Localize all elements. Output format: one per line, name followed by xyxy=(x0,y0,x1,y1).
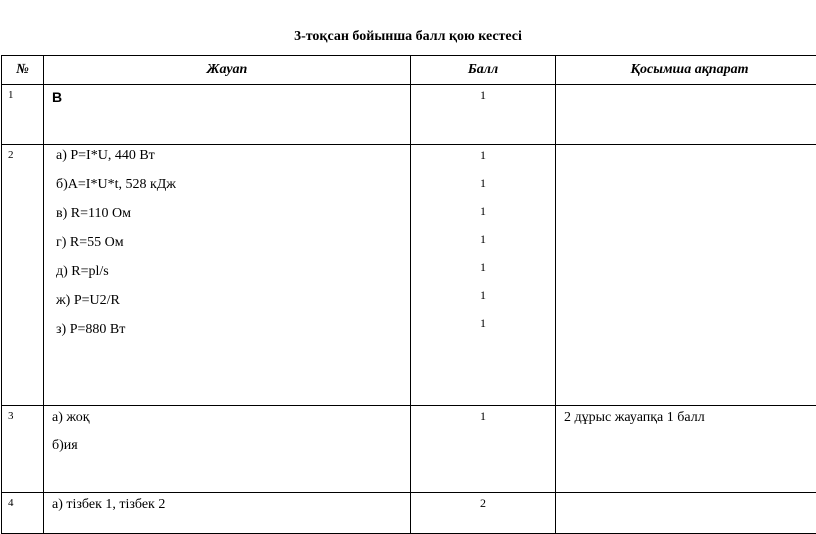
answer-item: а) тізбек 1, тізбек 2 xyxy=(44,493,410,513)
answer-cell xyxy=(44,493,411,534)
answer-item: В xyxy=(44,85,410,105)
info-text xyxy=(556,145,816,149)
row-number: 1 xyxy=(2,85,43,101)
answer-item: д) R=pl/s xyxy=(56,264,410,293)
score-table xyxy=(1,55,816,534)
answer-item: а) жоқ xyxy=(52,410,410,438)
info-text: 2 дұрыс жауапқа 1 балл xyxy=(556,406,816,426)
score-cell xyxy=(411,85,556,145)
table-row xyxy=(2,145,816,406)
score-value: 1 xyxy=(411,316,555,344)
answer-item: з) P=880 Вт xyxy=(56,322,410,351)
score-value: 1 xyxy=(411,288,555,316)
table-row xyxy=(2,406,816,493)
score-value: 1 xyxy=(411,406,555,424)
answer-item: ж) P=U2/R xyxy=(56,293,410,322)
score-value: 1 xyxy=(411,176,555,204)
table-row xyxy=(2,493,816,534)
info-cell xyxy=(556,85,816,145)
score-value: 1 xyxy=(411,260,555,288)
answer-item: а) P=I*U, 440 Вт xyxy=(56,148,410,177)
info-cell xyxy=(556,406,816,493)
header-info: Қосымша ақпарат xyxy=(556,56,816,85)
score-cell xyxy=(411,145,556,406)
answer-item: б)A=I*U*t, 528 кДж xyxy=(56,177,410,206)
answer-item: б)ия xyxy=(52,438,410,466)
answer-item: г) R=55 Ом xyxy=(56,235,410,264)
header-score: Балл xyxy=(411,56,556,85)
score-value: 1 xyxy=(411,204,555,232)
info-cell xyxy=(556,145,816,406)
answer-cell xyxy=(44,85,411,145)
score-value: 2 xyxy=(411,493,555,511)
row-number-cell xyxy=(2,85,44,145)
header-answer: Жауап xyxy=(44,56,411,85)
score-value: 1 xyxy=(411,232,555,260)
info-text xyxy=(556,493,816,497)
info-text xyxy=(556,85,816,89)
row-number-cell xyxy=(2,493,44,534)
row-number: 3 xyxy=(2,406,43,422)
row-number-cell xyxy=(2,145,44,406)
row-number: 4 xyxy=(2,493,43,509)
row-number: 2 xyxy=(2,145,43,161)
answer-item: в) R=110 Ом xyxy=(56,206,410,235)
table-row xyxy=(2,85,816,145)
info-cell xyxy=(556,493,816,534)
answer-cell xyxy=(44,145,411,406)
score-value: 1 xyxy=(411,148,555,176)
header-num: № xyxy=(2,56,44,85)
answer-cell xyxy=(44,406,411,493)
table-header-row xyxy=(2,56,816,85)
page-title: 3-тоқсан бойынша балл қою кестесі xyxy=(0,29,816,45)
score-cell xyxy=(411,493,556,534)
score-cell xyxy=(411,406,556,493)
score-value: 1 xyxy=(411,85,555,103)
row-number-cell xyxy=(2,406,44,493)
